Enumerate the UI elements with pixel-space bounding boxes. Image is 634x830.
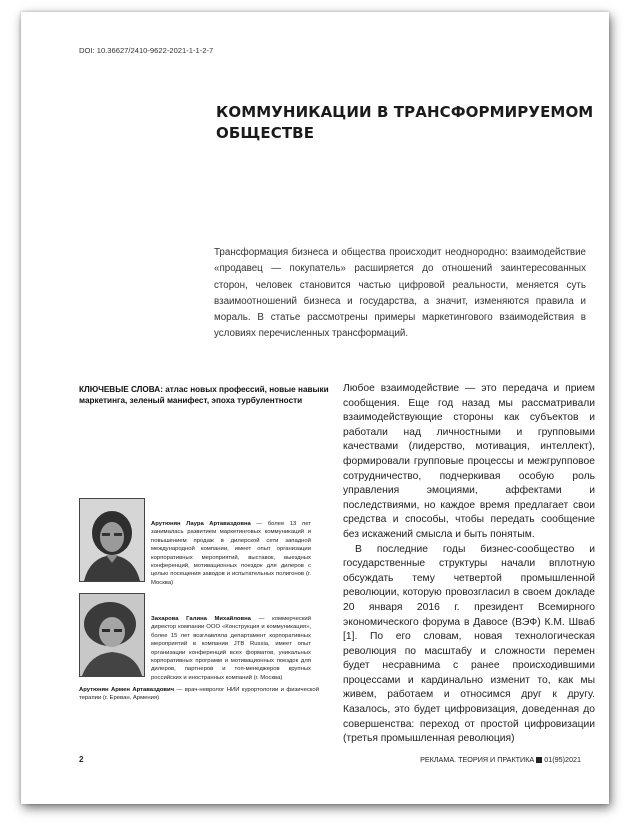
author-bio-2 [151,615,311,682]
journal-footer [420,755,581,764]
author-desc-3: — врач-невролог НИИ курортологии и физической терапии (г. Ереван, Армения) [79,687,319,702]
journal-name: РЕКЛАМА. ТЕОРИЯ И ПРАКТИКА [420,755,535,764]
body-paragraph-2: В последние годы бизнес-сообщество и государственные структуры начали вплотную обсуждать тему четвертой промышленной революции, которую провозгласил в своем докладе 20 января 2016 г. президент Всемирного экономического форума в Давосе (ВЭФ) К.М. Шваб [1]. По его словам, новая технологическая революция по масштабу и сложности перемен будет несравнима с ранее происходившими процессами и кардинально изменит то, как мы живем, работаем и относимся друг к другу. Казалось, это будет цифровизация, доведенная до совершенства: переход от простой цифровизации (третья промышленная революция) [343,543,595,745]
author-photo-1 [79,498,145,582]
abstract: Трансформация бизнеса и общества происходит неоднородно: взаимодействие «продавец — покупатель» расширяется до отношений заинтересованных сторон, человек становится частью цифровой реальности, меняется суть взаимоотношений бизнеса и государства, а значит, изменяются правила и мораль. В статье рассмотрены примеры маркетингового взаимодействия в условиях перечисленных трансформаций. [214,247,586,340]
author-name-1: Арутюнян Лаура Артаваздовна [151,521,251,527]
author-photo-2 [79,593,145,677]
keywords-label: КЛЮЧЕВЫЕ СЛОВА: [79,385,163,394]
author-desc-2: — коммерческий директор компании ООО «Конструкция и коммуникация», более 15 лет возглавляла департамент корпоративных мероприятий в компании JTB Russia, имеет опыт организации конференций всех форматов, уникальных корпоративных программ и мотивационных поездок для дилеров, партнеров и топ-менеджеров крупных российских и иностранных компаний (г. Москва) [151,616,311,681]
page-sheet [21,12,609,804]
author-portrait-2-icon [80,594,144,676]
body-paragraph-1: Любое взаимодействие — это передача и прием сообщения. Еще год назад мы рассматривали взаимодействующие стороны как субъектов и работали над личностными и групповыми качествами (лидерство, мотивация, интеллект), формировали групповые процессы и межгрупповое сотрудничество, подчеркивая особую роль управления эмоциями, аффектами и последствиями, но каждое время предлагает свои средства и способы, чтобы передать сообщение без искажений смысла и быть понятым. [343,383,595,540]
body-column [343,382,595,747]
journal-issue: 01(95)2021 [544,755,581,764]
author-desc-1: — более 13 лет занималась развитием маркетинговых коммуникаций и повышением продаж в дилерской сети западной международной компании, имеет опыт организации корпоративных мероприятий, выставок, выездных конференций, мотивационных поездок для дилеров с целью посещения заводов и испытательных полигонов (г. Москва) [151,521,312,586]
author-portrait-1-icon [80,499,144,581]
author-bio-3 [79,686,319,703]
doi: DOI: 10.36627/2410-9622-2021-1-1-2-7 [79,46,214,55]
keywords [79,384,339,406]
keywords-text: атлас новых профессий, новые навыки маркетинга, зеленый манифест, эпоха турбулентности [79,385,329,405]
author-bio-1 [151,520,311,587]
author-name-2: Захарова Галина Михайловна [151,616,251,622]
square-bullet-icon [536,757,542,763]
page-number: 2 [79,755,84,764]
article-title: КОММУНИКАЦИИ В ТРАНСФОРМИРУЕМОМ ОБЩЕСТВЕ [216,103,594,142]
author-name-3: Арутюнян Армен Артаваздович [79,687,175,693]
